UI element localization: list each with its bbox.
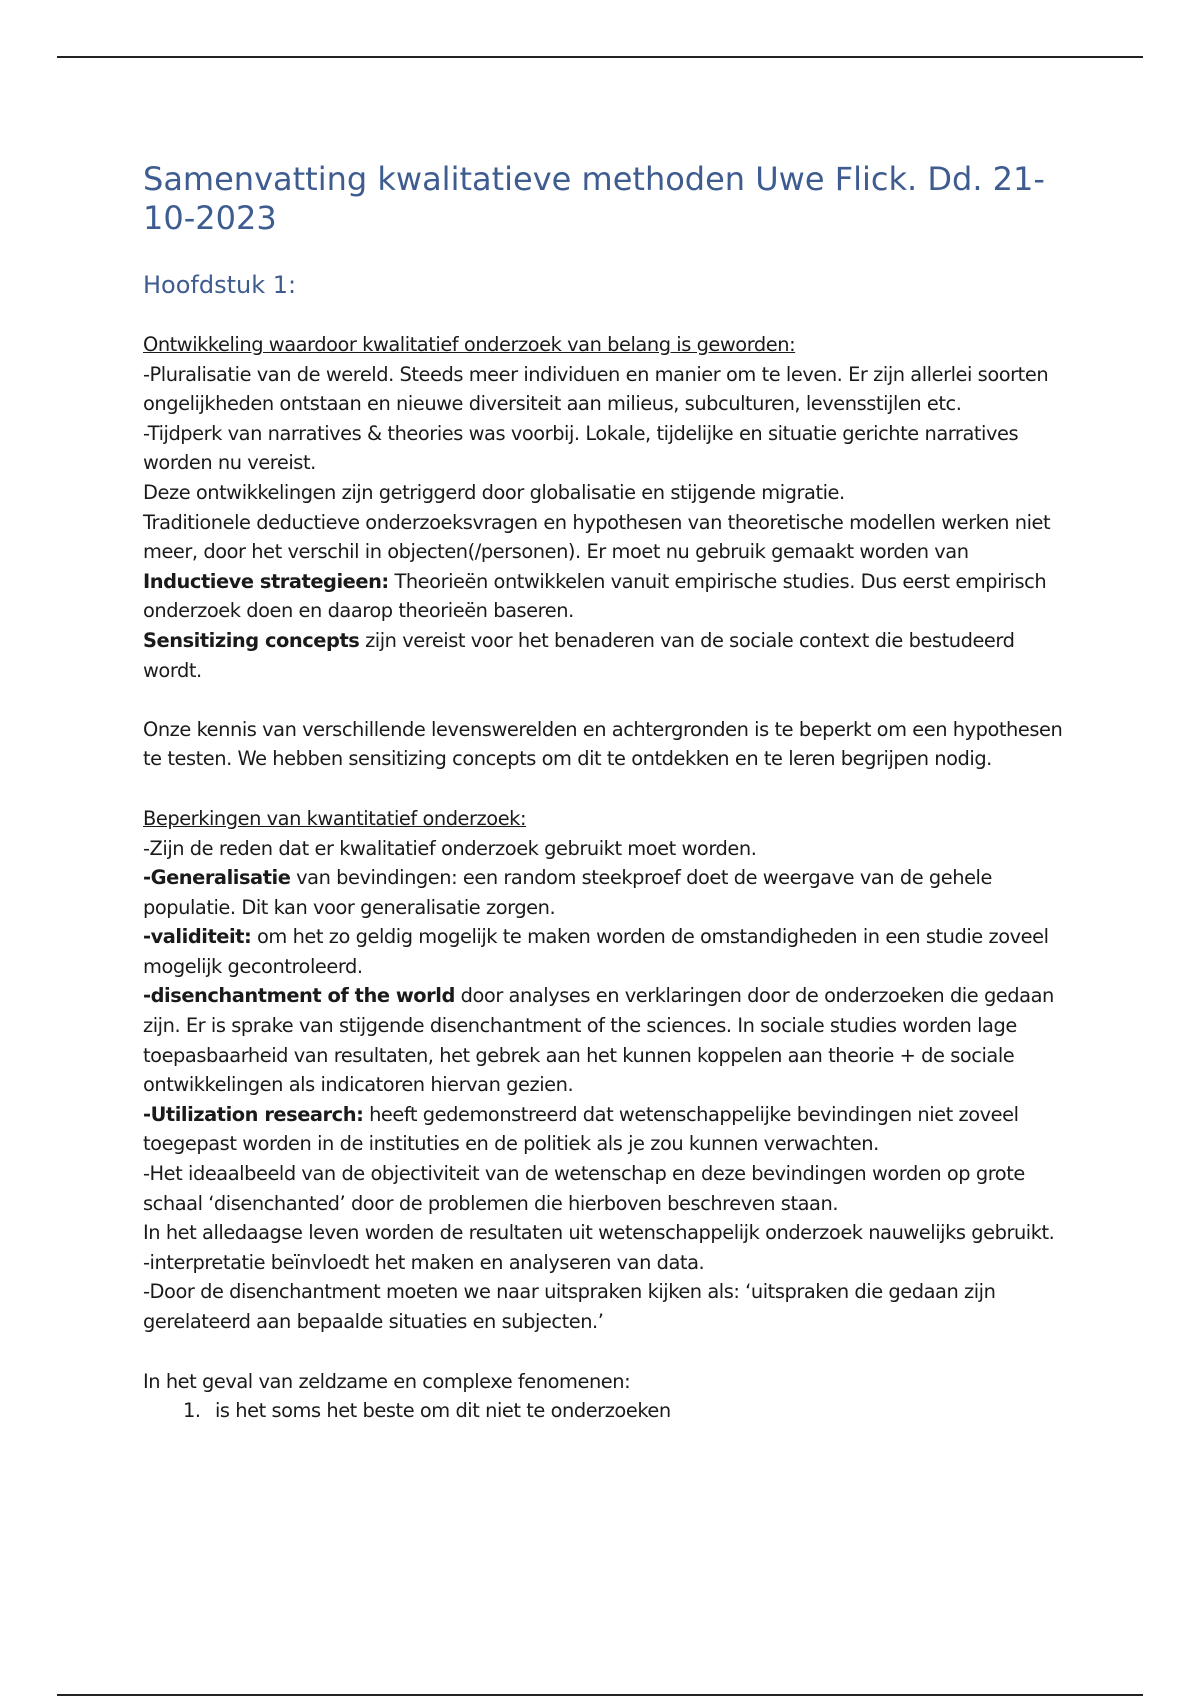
header-rule [57, 56, 1143, 58]
paragraph: -Het ideaalbeeld van de objectiviteit van de wetenschap en deze bevindingen worden op grote schaal ‘disenchanted’ door de problemen die hierboven beschreven staan. [143, 1162, 1025, 1215]
section-limitations [143, 804, 1063, 1337]
term-sensitizing-concepts: Sensitizing concepts [143, 628, 360, 652]
paragraph: -Generalisatie van bevindingen: een random steekproef doet de weergave van de gehele populatie. Dit kan voor generalisatie zorgen. [143, 866, 992, 919]
list-item [143, 1396, 1063, 1426]
paragraph: -Pluralisatie van de wereld. Steeds meer individuen en manier om te leven. Er zijn allerlei soorten ongelijkheden ontstaan en nieuwe diversiteit aan milieus, subculturen, levensstijlen etc. [143, 362, 1049, 416]
term-utilization-research: -Utilization research: [143, 1102, 364, 1126]
blank-line [143, 685, 1063, 715]
footer-rule [57, 1694, 1143, 1696]
list-item-text: is het soms het beste om dit niet te onderzoeken [215, 1399, 671, 1423]
paragraph: -interpretatie beïnvloedt het maken en analyseren van data. [143, 1250, 705, 1274]
paragraph: Onze kennis van verschillende levenswerelden en achtergronden is te beperkt om een hypothesen te testen. We hebben sensitizing concepts om dit te ontdekken en te leren begrijpen nodig. [143, 717, 1063, 771]
section-rare-phenomena [143, 1367, 1063, 1426]
paragraph: Deze ontwikkelingen zijn getriggerd door globalisatie en stijgende migratie. [143, 480, 845, 504]
paragraph: -validiteit: om het zo geldig mogelijk te maken worden de omstandigheden in een studie zoveel mogelijk gecontroleerd. [143, 925, 1049, 978]
document-title: Samenvatting kwalitatieve methoden Uwe Flick. Dd. 21-10-2023 [143, 160, 1045, 237]
paragraph: In het geval van zeldzame en complexe fenomenen: [143, 1369, 631, 1393]
term-validity: -validiteit: [143, 925, 252, 949]
section-heading-development: Ontwikkeling waardoor kwalitatief onderzoek van belang is geworden: [143, 333, 796, 356]
term-generalisation: -Generalisatie [143, 866, 291, 890]
paragraph: -Zijn de reden dat er kwalitatief onderzoek gebruikt moet worden. [143, 836, 757, 860]
paragraph: Sensitizing concepts zijn vereist voor het benaderen van de sociale context die bestudeerd wordt. [143, 628, 1015, 682]
list-number: 1. [183, 1399, 201, 1423]
paragraph: -Utilization research: heeft gedemonstreerd dat wetenschappelijke bevindingen niet zoveel toegepast worden in de instituties en de politiek als je zou kunnen verwachten. [143, 1102, 1019, 1156]
paragraph: Traditionele deductieve onderzoeksvragen en hypothesen van theoretische modellen werken niet meer, door het verschil in objecten(/personen). Er moet nu gebruik gemaakt worden van [143, 510, 1051, 564]
paragraph: -Door de disenchantment moeten we naar uitspraken kijken als: ‘uitspraken die gedaan zijn gerelateerd aan bepaalde situaties en subjecten.’ [143, 1280, 996, 1333]
paragraph: Inductieve strategieen: Theorieën ontwikkelen vanuit empirische studies. Dus eerst empirisch onderzoek doen en daarop theorieën baseren. [143, 569, 1047, 623]
document-content [143, 160, 1063, 1426]
paragraph: In het alledaagse leven worden de resultaten uit wetenschappelijk onderzoek nauwelijks gebruikt. [143, 1221, 1055, 1245]
paragraph: -Tijdperk van narratives & theories was voorbij. Lokale, tijdelijke en situatie gerichte narratives worden nu vereist. [143, 421, 1019, 475]
chapter-heading: Hoofdstuk 1: [143, 271, 297, 299]
term-inductive-strategies: Inductieve strategieen: [143, 569, 389, 593]
paragraph: -disenchantment of the world door analyses en verklaringen door de onderzoeken die gedaan zijn. Er is sprake van stijgende disenchantment of the sciences. In sociale studies worden lage toepasbaarheid van resultaten, het gebrek aan het kunnen koppelen aan theorie + de sociale ontwikkelingen als indicatoren hiervan gezien. [143, 984, 1054, 1097]
term-disenchantment: -disenchantment of the world [143, 984, 455, 1008]
section-development [143, 330, 1063, 774]
section-heading-limitations: Beperkingen van kwantitatief onderzoek: [143, 806, 527, 830]
